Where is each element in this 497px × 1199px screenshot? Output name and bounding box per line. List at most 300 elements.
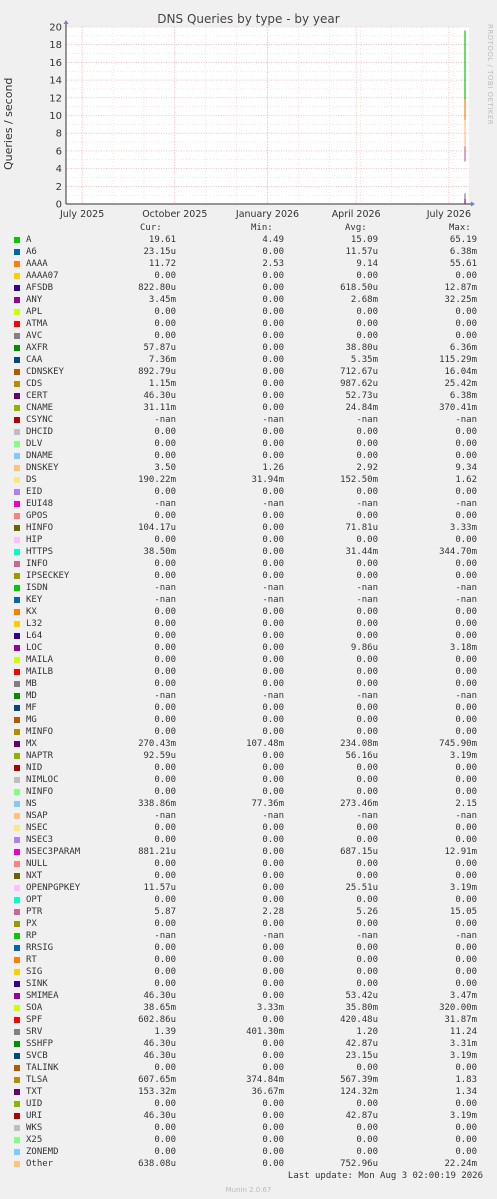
legend-swatch (14, 849, 20, 855)
legend-swatch (14, 897, 20, 903)
legend-max: 3.19m (449, 751, 477, 761)
legend-row (0, 846, 497, 858)
legend-row (0, 930, 497, 942)
legend-row (0, 1050, 497, 1062)
legend-avg: 0.00 (356, 427, 378, 437)
legend-name: TALINK (26, 1063, 59, 1073)
legend-row (0, 906, 497, 918)
legend-row (0, 462, 497, 474)
legend-row (0, 498, 497, 510)
x-tick-label: January 2026 (235, 209, 300, 220)
legend-cur: 23.15u (143, 247, 176, 257)
legend-avg: 0.00 (356, 439, 378, 449)
legend-cur: 822.80u (138, 283, 176, 293)
legend-cur: 0.00 (154, 1063, 176, 1073)
legend-row (0, 606, 497, 618)
legend-max: 0.00 (455, 703, 477, 713)
chart-title: DNS Queries by type - by year (157, 12, 340, 26)
legend-name: RRSIG (26, 943, 54, 953)
legend-max: 0.00 (455, 955, 477, 965)
legend-avg: 0.00 (356, 607, 378, 617)
legend-min: 0.00 (262, 319, 284, 329)
legend-min: -nan (262, 583, 284, 593)
legend-cur: 0.00 (154, 787, 176, 797)
legend-cur: 0.00 (154, 955, 176, 965)
legend-row (0, 1134, 497, 1146)
legend-min: 401.30m (246, 1027, 284, 1037)
legend-swatch (14, 633, 20, 639)
legend-avg: 1.20 (356, 1027, 378, 1037)
legend-swatch (14, 1065, 20, 1071)
legend-cur: 11.57u (143, 883, 176, 893)
legend-name: HINFO (26, 523, 54, 533)
legend-row (0, 378, 497, 390)
legend-avg: 0.00 (356, 451, 378, 461)
legend-name: OPENPGPKEY (26, 883, 81, 893)
legend-avg: 0.00 (356, 679, 378, 689)
legend-cur: -nan (154, 931, 176, 941)
legend-max: 0.00 (455, 271, 477, 281)
legend-avg: 5.35m (350, 355, 378, 365)
legend-avg: 0.00 (356, 1123, 378, 1133)
legend-row (0, 630, 497, 642)
legend-min: 0.00 (262, 427, 284, 437)
legend-swatch (14, 681, 20, 687)
legend-cur: 46.30u (143, 991, 176, 1001)
legend-name: NXT (26, 871, 43, 881)
legend-name: UID (26, 1099, 43, 1109)
legend-row (0, 618, 497, 630)
legend-swatch (14, 417, 20, 423)
legend-cur: 0.00 (154, 319, 176, 329)
legend-min: -nan (262, 811, 284, 821)
legend-max: 65.19 (449, 235, 477, 245)
legend-max: 0.00 (455, 631, 477, 641)
legend-name: NULL (26, 859, 48, 869)
legend-min: 0.00 (262, 631, 284, 641)
legend-max: 344.70m (439, 547, 477, 557)
y-tick-label: 20 (49, 22, 62, 34)
legend-name: SINK (26, 979, 48, 989)
legend-swatch (14, 249, 20, 255)
x-tick-label: July 2025 (59, 209, 105, 220)
legend-max: 0.00 (455, 559, 477, 569)
x-tick-label: April 2026 (331, 209, 381, 220)
legend-min: 0.00 (262, 571, 284, 581)
legend-name: SPF (26, 1015, 43, 1025)
legend-max: 25.42m (444, 379, 477, 389)
legend-min: 374.84m (246, 1075, 284, 1085)
legend-row (0, 318, 497, 330)
header-max: Max: (449, 223, 471, 233)
legend-cur: 0.00 (154, 727, 176, 737)
legend-min: 0.00 (262, 1051, 284, 1061)
legend-name: CSYNC (26, 415, 54, 425)
legend-cur: 1.39 (154, 1027, 176, 1037)
legend-min: 0.00 (262, 451, 284, 461)
legend-swatch (14, 933, 20, 939)
legend-swatch (14, 645, 20, 651)
legend-cur: 31.11m (143, 403, 176, 413)
legend-max: 0.00 (455, 451, 477, 461)
legend-cur: 0.00 (154, 679, 176, 689)
legend-name: X25 (26, 1135, 43, 1145)
legend-cur: 0.00 (154, 571, 176, 581)
legend-min: -nan (262, 499, 284, 509)
legend-cur: 3.45m (148, 295, 176, 305)
legend-min: 0.00 (262, 295, 284, 305)
legend-name: NS (26, 799, 37, 809)
rrdtool-watermark: RRDTOOL / TOBI OETIKER (486, 24, 494, 126)
legend-avg: -nan (356, 415, 378, 425)
legend-swatch (14, 1005, 20, 1011)
legend-name: MB (26, 679, 37, 689)
legend-swatch (14, 1113, 20, 1119)
legend-cur: 7.36m (148, 355, 176, 365)
legend-min: 0.00 (262, 1039, 284, 1049)
legend-name: DS (26, 475, 37, 485)
legend-name: PX (26, 919, 37, 929)
legend-max: 0.00 (455, 943, 477, 953)
legend-name: DNAME (26, 451, 54, 461)
legend-cur: 0.00 (154, 1135, 176, 1145)
legend-swatch (14, 1125, 20, 1131)
legend-row (0, 882, 497, 894)
legend-avg: 152.50m (340, 475, 378, 485)
legend-name: MAILB (26, 667, 54, 677)
legend-name: A6 (26, 247, 37, 257)
legend-swatch (14, 381, 20, 387)
legend-table (0, 234, 497, 1170)
legend-max: -nan (455, 499, 477, 509)
legend-max: 0.00 (455, 487, 477, 497)
legend-name: IPSECKEY (26, 571, 70, 581)
legend-min: 0.00 (262, 775, 284, 785)
legend-cur: 46.30u (143, 1039, 176, 1049)
legend-name: MX (26, 739, 37, 749)
y-tick-label: 8 (55, 128, 62, 140)
legend-max: 6.36m (449, 343, 477, 353)
legend-avg: 124.32m (340, 1087, 378, 1097)
legend-swatch (14, 501, 20, 507)
legend-swatch (14, 597, 20, 603)
legend-cur: 57.87u (143, 343, 176, 353)
legend-max: 370.41m (439, 403, 477, 413)
legend-min: 0.00 (262, 331, 284, 341)
legend-min: 0.00 (262, 403, 284, 413)
legend-swatch (14, 405, 20, 411)
legend-row (0, 702, 497, 714)
y-tick-label: 2 (55, 181, 62, 193)
legend-avg: 0.00 (356, 979, 378, 989)
y-tick-label: 0 (55, 199, 62, 211)
legend-max: 0.00 (455, 763, 477, 773)
legend-avg: 2.68m (350, 295, 378, 305)
legend-min: 0.00 (262, 991, 284, 1001)
legend-avg: 35.80m (345, 1003, 378, 1013)
legend-cur: 0.00 (154, 331, 176, 341)
legend-name: ANY (26, 295, 43, 305)
legend-min: 0.00 (262, 679, 284, 689)
legend-max: 12.91m (444, 847, 477, 857)
legend-swatch (14, 777, 20, 783)
legend-row (0, 354, 497, 366)
legend-swatch (14, 1137, 20, 1143)
legend-row (0, 546, 497, 558)
legend-name: A (26, 235, 32, 245)
legend-min: 0.00 (262, 823, 284, 833)
legend-cur: 0.00 (154, 715, 176, 725)
legend-name: L64 (26, 631, 43, 641)
legend-avg: 420.48u (340, 1015, 378, 1025)
legend-name: TXT (26, 1087, 43, 1097)
legend-cur: 0.00 (154, 655, 176, 665)
legend-cur: 0.00 (154, 631, 176, 641)
legend-cur: 46.30u (143, 1111, 176, 1121)
legend-name: EID (26, 487, 43, 497)
legend-row (0, 978, 497, 990)
legend-avg: 15.09 (350, 235, 378, 245)
legend-name: KX (26, 607, 37, 617)
legend-swatch (14, 513, 20, 519)
legend-max: 0.00 (455, 823, 477, 833)
legend-swatch (14, 621, 20, 627)
legend-cur: 0.00 (154, 559, 176, 569)
legend-row (0, 966, 497, 978)
legend-avg: 0.00 (356, 511, 378, 521)
legend-row (0, 438, 497, 450)
munin-version: Munin 2.0.67 (225, 1186, 272, 1194)
legend-cur: 3.50 (154, 463, 176, 473)
y-axis-label: Queries / second (2, 77, 15, 170)
legend-cur: 0.00 (154, 271, 176, 281)
legend-row (0, 654, 497, 666)
legend-swatch (14, 525, 20, 531)
legend-min: 0.00 (262, 1147, 284, 1157)
legend-swatch (14, 441, 20, 447)
legend-swatch (14, 369, 20, 375)
x-tick-label: July 2026 (426, 209, 471, 220)
legend-avg: 25.51u (345, 883, 378, 893)
legend-min: 0.00 (262, 1015, 284, 1025)
legend-avg: -nan (356, 811, 378, 821)
legend-cur: 270.43m (138, 739, 176, 749)
legend-row (0, 522, 497, 534)
legend-avg: -nan (356, 499, 378, 509)
legend-cur: 0.00 (154, 967, 176, 977)
y-tick-label: 14 (49, 75, 62, 87)
legend-name: CNAME (26, 403, 54, 413)
legend-max: 3.47m (449, 991, 477, 1001)
legend-avg: -nan (356, 931, 378, 941)
legend-cur: 0.00 (154, 1099, 176, 1109)
legend-row (0, 246, 497, 258)
legend-avg: 712.67u (340, 367, 378, 377)
legend-avg: 687.15u (340, 847, 378, 857)
legend-swatch (14, 885, 20, 891)
legend-row (0, 1038, 497, 1050)
legend-cur: 0.00 (154, 511, 176, 521)
legend-row (0, 942, 497, 954)
legend-max: 3.18m (449, 643, 477, 653)
legend-swatch (14, 753, 20, 759)
legend-name: CERT (26, 391, 48, 401)
legend-swatch (14, 1029, 20, 1035)
legend-swatch (14, 717, 20, 723)
legend-row (0, 690, 497, 702)
legend-avg: 0.00 (356, 631, 378, 641)
legend-row (0, 822, 497, 834)
legend-min: 0.00 (262, 847, 284, 857)
legend-avg: 0.00 (356, 703, 378, 713)
legend-avg: 0.00 (356, 775, 378, 785)
legend-swatch (14, 429, 20, 435)
legend-avg: 273.46m (340, 799, 378, 809)
last-update: Last update: Mon Aug 3 02:00:19 2026 (287, 1171, 483, 1181)
legend-row (0, 402, 497, 414)
legend-cur: 0.00 (154, 895, 176, 905)
legend-name: OPT (26, 895, 43, 905)
legend-min: 0.00 (262, 1123, 284, 1133)
legend-max: 0.00 (455, 967, 477, 977)
legend-avg: 752.96u (340, 1159, 378, 1169)
legend-max: 0.00 (455, 571, 477, 581)
legend-avg: 0.00 (356, 331, 378, 341)
legend-avg: 0.00 (356, 895, 378, 905)
legend-max: -nan (455, 811, 477, 821)
legend-min: 31.94m (251, 475, 284, 485)
legend-swatch (14, 261, 20, 267)
legend-min: 0.00 (262, 763, 284, 773)
header-cur: Cur: (140, 223, 162, 233)
legend-name: NIMLOC (26, 775, 59, 785)
legend-row (0, 726, 497, 738)
legend-name: SIG (26, 967, 43, 977)
legend-avg: 0.00 (356, 271, 378, 281)
legend-max: -nan (455, 595, 477, 605)
legend-cur: 892.79u (138, 367, 176, 377)
legend-cur: 0.00 (154, 1123, 176, 1133)
legend-row (0, 1158, 497, 1170)
legend-max: -nan (455, 583, 477, 593)
legend-max: 9.34 (455, 463, 477, 473)
legend-min: 0.00 (262, 271, 284, 281)
legend-avg: 0.00 (356, 835, 378, 845)
legend-swatch (14, 741, 20, 747)
legend-cur: 0.00 (154, 1147, 176, 1157)
legend-min: 2.28 (262, 907, 284, 917)
legend-row (0, 1002, 497, 1014)
legend-max: 3.31m (449, 1039, 477, 1049)
legend-cur: 0.00 (154, 535, 176, 545)
legend-cur: -nan (154, 811, 176, 821)
legend-min: 0.00 (262, 247, 284, 257)
legend-avg: 42.87u (345, 1039, 378, 1049)
legend-min: 107.48m (246, 739, 284, 749)
legend-cur: 38.50m (143, 547, 176, 557)
legend-swatch (14, 669, 20, 675)
legend-cur: 5.87 (154, 907, 176, 917)
legend-cur: 0.00 (154, 775, 176, 785)
legend-min: 0.00 (262, 547, 284, 557)
legend-avg: 0.00 (356, 859, 378, 869)
legend-max: 0.00 (455, 667, 477, 677)
legend-max: 0.00 (455, 1099, 477, 1109)
legend-row (0, 306, 497, 318)
legend-row (0, 774, 497, 786)
legend-row (0, 510, 497, 522)
legend-row (0, 1026, 497, 1038)
legend-row (0, 234, 497, 246)
legend-max: 0.00 (455, 1135, 477, 1145)
legend-row (0, 666, 497, 678)
legend-swatch (14, 345, 20, 351)
legend-min: 0.00 (262, 379, 284, 389)
legend-avg: 0.00 (356, 535, 378, 545)
legend-min: 0.00 (262, 307, 284, 317)
legend-cur: 46.30u (143, 391, 176, 401)
legend-cur: 0.00 (154, 823, 176, 833)
legend-swatch (14, 657, 20, 663)
legend-max: 1.34 (455, 1087, 477, 1097)
legend-cur: 153.32m (138, 1087, 176, 1097)
legend-min: 0.00 (262, 787, 284, 797)
legend-avg: 0.00 (356, 319, 378, 329)
legend-min: 0.00 (262, 1111, 284, 1121)
legend-avg: 53.42u (345, 991, 378, 1001)
legend-name: AFSDB (26, 283, 54, 293)
legend-name: MD (26, 691, 37, 701)
legend-row (0, 258, 497, 270)
legend-cur: 0.00 (154, 643, 176, 653)
legend-row (0, 714, 497, 726)
legend-cur: 46.30u (143, 1051, 176, 1061)
legend-swatch (14, 945, 20, 951)
legend-avg: 9.86u (350, 643, 378, 653)
legend-row (0, 810, 497, 822)
legend-swatch (14, 333, 20, 339)
legend-max: 22.24m (444, 1159, 477, 1169)
legend-max: 0.00 (455, 511, 477, 521)
legend-swatch (14, 489, 20, 495)
legend-min: 0.00 (262, 1063, 284, 1073)
legend-avg: 0.00 (356, 919, 378, 929)
legend-swatch (14, 1101, 20, 1107)
legend-avg: 71.81u (345, 523, 378, 533)
legend-swatch (14, 1077, 20, 1083)
legend-swatch (14, 273, 20, 279)
legend-name: URI (26, 1111, 43, 1121)
y-tick-label: 6 (55, 146, 62, 158)
legend-name: ATMA (26, 319, 48, 329)
y-tick-label: 12 (49, 93, 62, 105)
legend-swatch (14, 729, 20, 735)
legend-row (0, 1062, 497, 1074)
legend-row (0, 330, 497, 342)
legend-swatch (14, 357, 20, 363)
legend-cur: 0.00 (154, 619, 176, 629)
legend-row (0, 1074, 497, 1086)
legend-swatch (14, 1017, 20, 1023)
legend-cur: 338.86m (138, 799, 176, 809)
legend-cur: 11.72 (148, 259, 176, 269)
legend-swatch (14, 297, 20, 303)
legend-max: 0.00 (455, 835, 477, 845)
legend-cur: 881.21u (138, 847, 176, 857)
legend-max: 0.00 (455, 655, 477, 665)
legend-swatch (14, 921, 20, 927)
legend-name: CDNSKEY (26, 367, 64, 377)
